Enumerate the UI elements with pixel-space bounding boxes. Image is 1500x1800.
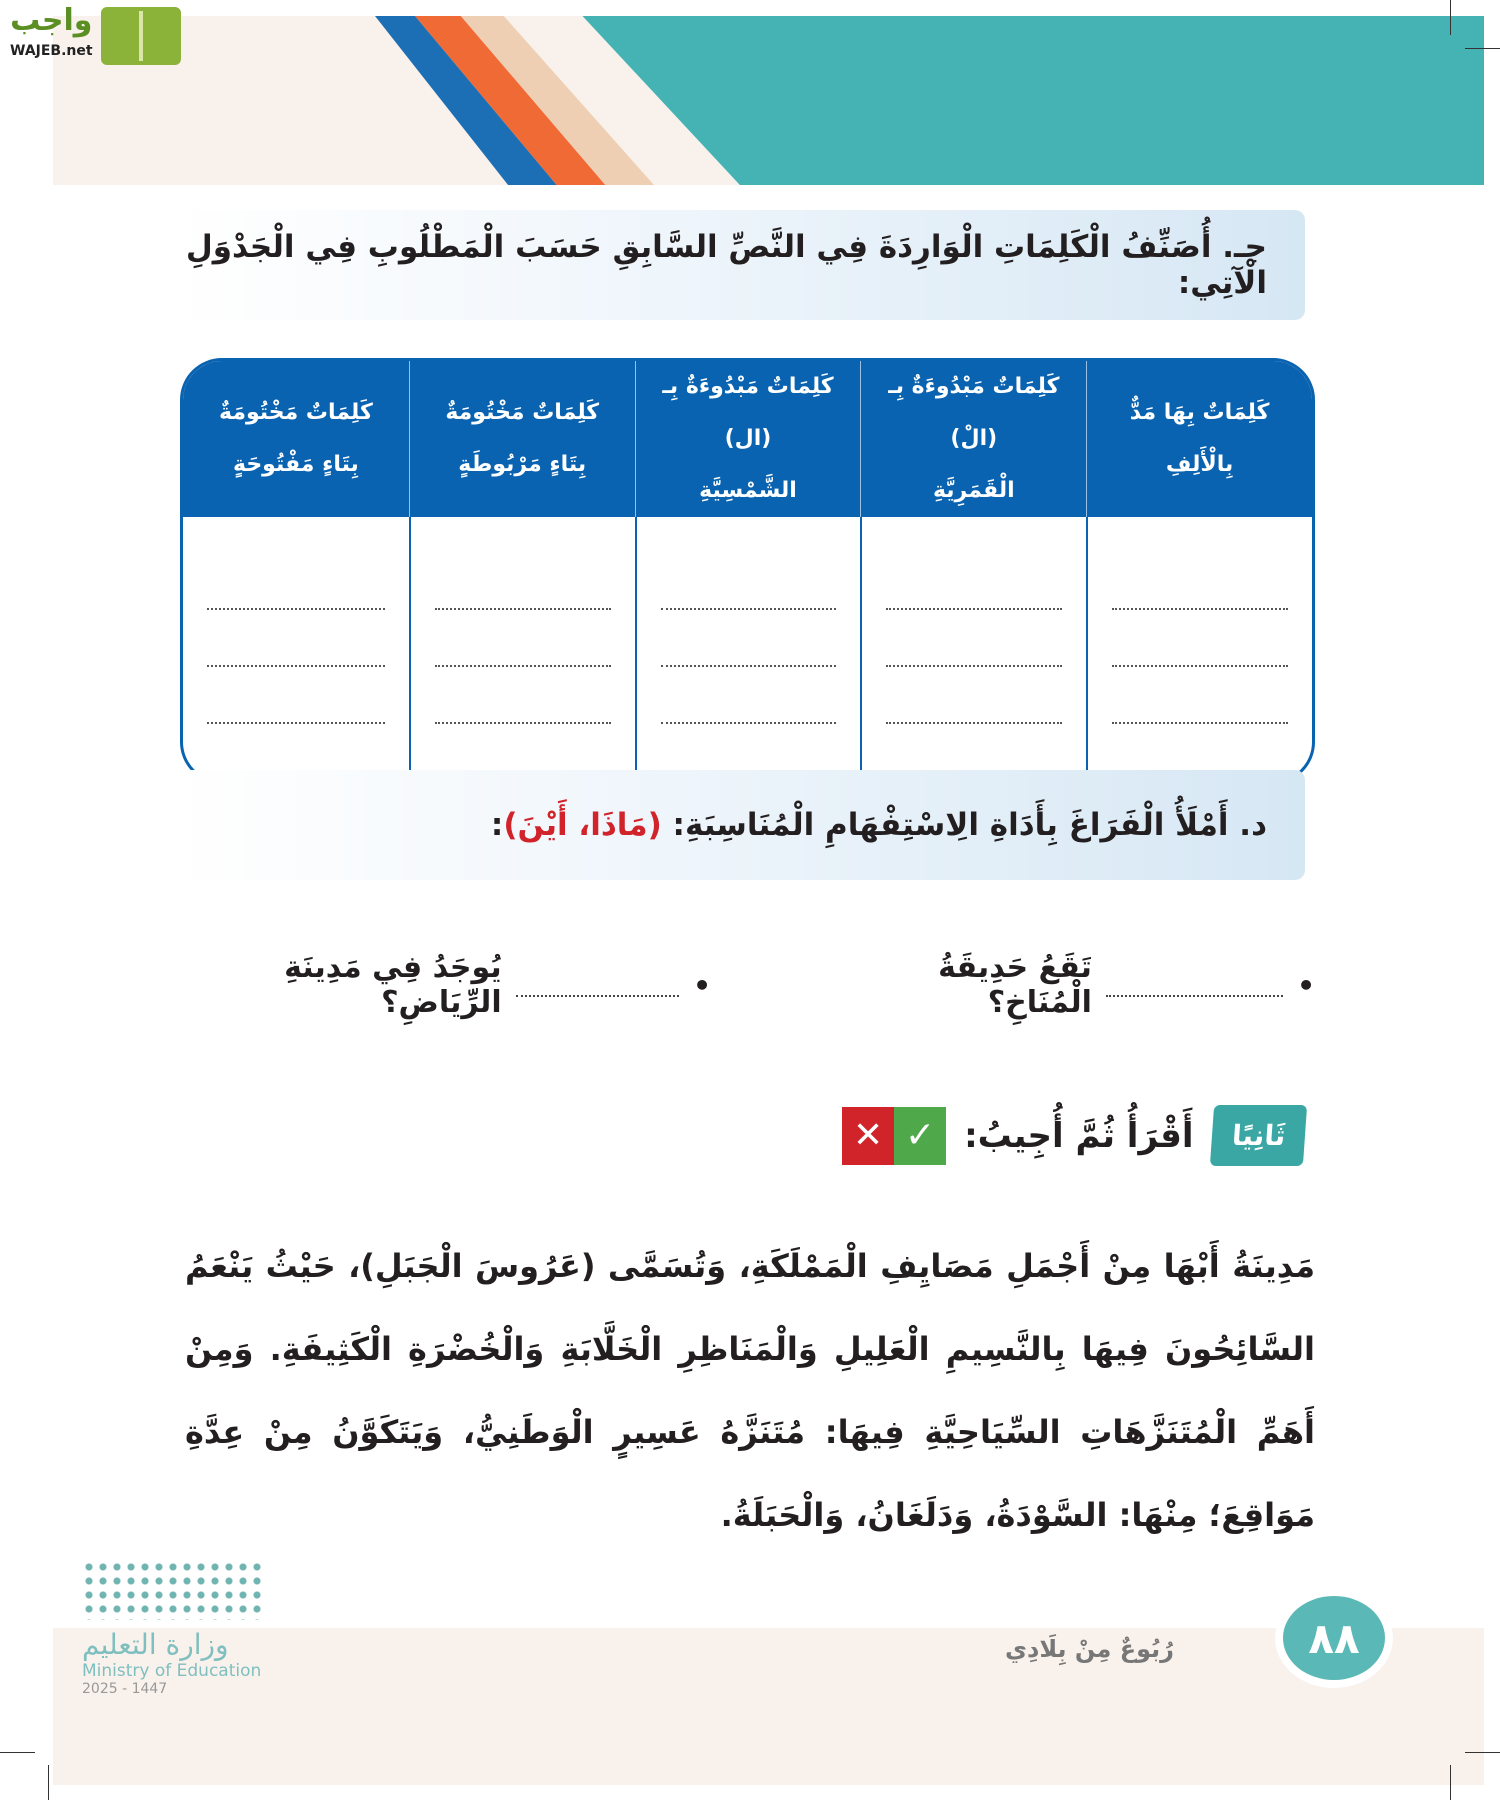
- header-line: كَلِمَاتٌ مَخْتُومَةٌ: [445, 400, 600, 425]
- section-second-title: أَقْرَأُ ثُمَّ أُجِيبُ:: [964, 1115, 1194, 1156]
- true-false-icons: [842, 1107, 946, 1165]
- classification-table: [180, 358, 1315, 784]
- header-line: كَلِمَاتٌ مَبْدُوءَةٌ بِـ (الْ): [888, 374, 1060, 451]
- answer-cell: [409, 517, 635, 781]
- section-second-heading: [842, 1105, 1305, 1166]
- answer-line[interactable]: [435, 667, 611, 724]
- header-line: بِتَاءٍ مَرْبُوطَةٍ: [458, 452, 587, 477]
- section-d-heading: [175, 770, 1305, 880]
- crop-mark: [48, 1765, 49, 1800]
- blank-input-1[interactable]: [1106, 973, 1283, 997]
- sentence-2: يُوجَدُ فِي مَدِينَةِ الرِّيَاضِ؟: [284, 950, 502, 1020]
- fill-sentences: [185, 950, 1315, 1020]
- column-header: [1086, 361, 1312, 517]
- section-c-heading: [175, 210, 1305, 320]
- section-d-title: د. أَمْلَأُ الْفَرَاغَ بِأَدَاةِ الِاسْتِفْهَامِ الْمُنَاسِبَةِ:: [672, 807, 1267, 843]
- bullet: •: [1297, 968, 1315, 1002]
- header-line: بِالْأَلِفِ: [1165, 452, 1234, 477]
- check-icon: ✓: [894, 1107, 946, 1165]
- answer-line[interactable]: [435, 610, 611, 667]
- answer-line[interactable]: [886, 667, 1062, 724]
- ministry-arabic: وزارة التعليم: [82, 1628, 229, 1661]
- answer-line[interactable]: [435, 553, 611, 610]
- bullet: •: [693, 968, 712, 1002]
- page-number: ٨٨: [1275, 1588, 1393, 1688]
- logo-text: واجب: [10, 3, 93, 38]
- header-line: كَلِمَاتٌ مَخْتُومَةٌ: [219, 400, 373, 425]
- crop-mark: [0, 1752, 35, 1753]
- logo-sub: WAJEB.net: [10, 43, 93, 59]
- cross-icon: ✕: [842, 1107, 894, 1165]
- crop-mark: [1450, 0, 1451, 35]
- column-header: [860, 361, 1086, 517]
- answer-line[interactable]: [661, 553, 837, 610]
- answer-cell: [635, 517, 861, 781]
- header-line: كَلِمَاتٌ مَبْدُوءَةٌ بِـ (ال): [662, 374, 834, 451]
- answer-cell: [183, 517, 409, 781]
- section-tag: ثَانِيًا: [1209, 1105, 1307, 1166]
- crop-mark: [1465, 1752, 1500, 1753]
- ministry-logo: [82, 1560, 262, 1697]
- answer-line[interactable]: [661, 667, 837, 724]
- answer-line[interactable]: [207, 553, 385, 610]
- answer-line[interactable]: [1112, 553, 1288, 610]
- header-line: كَلِمَاتٌ بِهَا مَدٌّ: [1129, 400, 1270, 425]
- header-line: بِتَاءٍ مَفْتُوحَةٍ: [232, 452, 359, 477]
- book-icon: [101, 7, 181, 65]
- answer-line[interactable]: [1112, 610, 1288, 667]
- header-line: الْقَمَرِيَّةِ: [932, 478, 1015, 503]
- section-d-colon: :: [490, 807, 504, 843]
- section-c-title: جـ. أُصَنِّفُ الْكَلِمَاتِ الْوَارِدَةَ فِي النَّصِّ السَّابِقِ حَسَبَ الْمَطْلُوبِ فِي الْجَدْوَلِ الْآتِي:: [185, 229, 1267, 301]
- answer-line[interactable]: [207, 610, 385, 667]
- answer-line[interactable]: [1112, 667, 1288, 724]
- answer-line[interactable]: [207, 667, 385, 724]
- crop-mark: [1465, 48, 1500, 49]
- sentence-1: تَقَعُ حَدِيقَةُ الْمُنَاخِ؟: [938, 950, 1092, 1020]
- series-title: رُبُوعٌ مِنْ بِلَادِي: [1005, 1635, 1174, 1663]
- ministry-english: Ministry of Education: [82, 1661, 262, 1681]
- year: 2025 - 1447: [82, 1681, 168, 1697]
- blank-input-2[interactable]: [516, 973, 680, 997]
- reading-paragraph: مَدِينَةُ أَبْهَا مِنْ أَجْمَلِ مَصَايِفِ الْمَمْلَكَةِ، وَتُسَمَّى (عَرُوسَ الْجَبَلِ)، حَيْثُ يَنْعَمُ السَّائِحُونَ فِيهَا بِالنَّسِيمِ الْعَلِيلِ وَالْمَنَاظِرِ الْخَلَّابَةِ وَالْخُضْرَةِ الْكَثِيفَةِ. وَمِنْ أَهَمِّ الْمُتَنَزَّهَاتِ السِّيَاحِيَّةِ فِيهَا: مُتَنَزَّهُ عَسِيرٍ الْوَطَنِيُّ، وَيَتَكَوَّنُ مِنْ عِدَّةِ مَوَاقِعَ؛ مِنْهَا: السَّوْدَةُ، وَدَلَغَانُ، وَالْحَبَلَةُ.: [185, 1247, 1315, 1534]
- column-header: [635, 361, 861, 517]
- crop-mark: [1450, 1765, 1451, 1800]
- answer-cell: [860, 517, 1086, 781]
- column-header: [409, 361, 635, 517]
- answer-line[interactable]: [661, 610, 837, 667]
- footer-band: [53, 1628, 1484, 1785]
- answer-line[interactable]: [886, 553, 1062, 610]
- ministry-dots-icon: [82, 1560, 262, 1620]
- header-banner: [53, 16, 1484, 185]
- section-d-options: (مَاذَا، أَيْنَ): [503, 807, 662, 843]
- answer-line[interactable]: [886, 610, 1062, 667]
- column-header: [183, 361, 409, 517]
- wajeb-logo[interactable]: [10, 3, 181, 66]
- teal-panel: [53, 16, 1484, 185]
- answer-cell: [1086, 517, 1312, 781]
- header-line: الشَّمْسِيَّةِ: [699, 478, 797, 503]
